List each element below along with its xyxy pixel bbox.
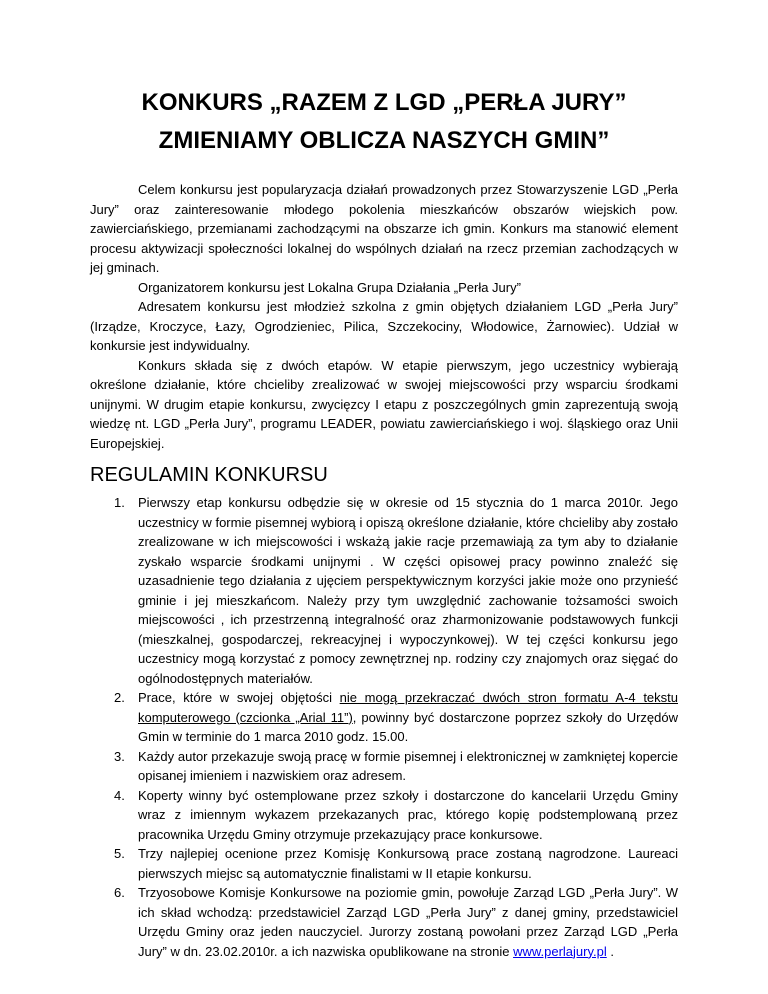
rule-text-underlined: nie mogą przekraczać dwóch stron formatu A-4 tekstu komputerowego (czcionka „Arial 11”) [138,690,678,725]
rule-item-6 [114,883,678,961]
rule-item-5 [114,844,678,883]
rule-number: 2. [114,690,125,705]
rule-text: Pierwszy etap konkursu odbędzie się w okresie od 15 stycznia do 1 marca 2010r. Jego uczestnicy w formie pisemnej wybiorą i opiszą określone działanie, które chcieliby aby zostało zrealizowane w ich miejscowości i wskażą jakie racje przemawiają za tym aby to działanie zyskało wsparcie środkami unijnymi . W części opisowej pracy powinno znaleźć się uzasadnienie tego działania z ujęciem perspektywicznym korzyści jakie może ono przynieść gminie i jej mieszkańcom. Należy przy tym uwzględnić zachowanie tożsamości swoich miejscowości , ich przestrzenną integralność oraz zharmonizowanie podstawowych funkcji (mieszkalnej, gospodarczej, rekreacyjnej i wypoczynkowej). W tej części konkursu jego uczestnicy mogą korzystać z pomocy zewnętrznej np. rodziny czy znajomych oraz sięgać do ogólnodostępnych materiałów. [138,495,678,686]
rule-number: 1. [114,495,125,510]
rule-number: 6. [114,885,125,900]
rule-text-start: Trzyosobowe Komisje Konkursowe na poziomie gmin, powołuje Zarząd LGD „Perła Jury”. W ich skład wchodzą: przedstawiciel Zarząd LGD „Perła Jury” z danej gminy, przedstawiciel Urzędu Gminy oraz jeden nauczyciel. Jurorzy zostaną powołani przez Zarząd LGD „Perła Jury” w dn. 23.02.2010r. a ich nazwiska opublikowane na stronie [138,885,678,959]
website-link[interactable]: www.perlajury.pl [513,943,607,959]
document-title [90,84,678,160]
rule-number: 3. [114,748,125,764]
title-line-1: KONKURS „RAZEM Z LGD „PERŁA JURY” [141,89,627,116]
intro-paragraph-organizer: Organizatorem konkursu jest Lokalna Grupa Działania „Perła Jury” [138,279,521,295]
rule-text: Koperty winny być ostemplowane przez szkoły i dostarczone do kancelarii Urzędu Gminy wraz z imiennym wykazem przekazanych prac, którego kopię podstemplowaną przez pracownika Urzędu Gminy otrzymuje przekazujący prace konkursowe. [138,787,678,842]
intro-paragraph-goal: Celem konkursu jest popularyzacja działań prowadzonych przez Stowarzyszenie LGD „Perła Jury” oraz zainteresowanie młodego pokolenia mieszkańców obszarów wiejskich pow. zawierciańskiego, przemianami zachodzącymi na obszarze ich gmin. Konkurs ma stanowić element procesu aktywizacji społeczności lokalnej do wspólnych działań na rzecz przemian zachodzących w jej gminach. [90,182,678,275]
intro-paragraph-audience: Adresatem konkursu jest młodzież szkolna z gmin objętych działaniem LGD „Perła Jury” (Irządze, Kroczyce, Łazy, Ogrodzieniec, Pilica, Szczekociny, Włodowice, Żarnowiec). Udział w konkursie jest indywidualny. [90,299,678,353]
rule-item-1 [114,493,678,688]
rule-text-end: , powinny być dostarczone poprzez szkoły do Urzędów Gmin w terminie do 1 marca 2010 godz. 15.00. [138,709,678,744]
rules-list [90,493,678,961]
rule-item-2 [114,688,678,747]
rule-text-end: . [606,943,614,959]
rule-item-3 [114,747,678,786]
rule-item-4 [114,786,678,845]
rule-number: 5. [114,846,125,861]
intro-paragraph-stages: Konkurs składa się z dwóch etapów. W etapie pierwszym, jego uczestnicy wybierają określone działanie, które chcieliby zrealizować w swojej miejscowości przy wsparciu środkami unijnymi. W drugim etapie konkursu, zwycięzcy I etapu z poszczególnych gmin zaprezentują swoją wiedzę nt. LGD „Perła Jury”, programu LEADER, powiatu zawierciańskiego i woj. śląskiego oraz Unii Europejskiej. [90,357,678,451]
regulamin-heading: REGULAMIN KONKURSU [90,464,328,486]
rule-text: Każdy autor przekazuje swoją pracę w formie pisemnej i elektronicznej w zamkniętej kopercie opisanej imieniem i nazwiskiem oraz adresem. [138,748,678,783]
rule-number: 4. [114,787,125,803]
rule-text: Trzy najlepiej ocenione przez Komisję Konkursową prace zostaną nagrodzone. Laureaci pierwszych miejsc są automatycznie finalistami w II etapie konkursu. [138,846,678,881]
title-line-2: ZMIENIAMY OBLICZA NASZYCH GMIN” [158,127,610,154]
rule-text-start: Prace, które w swojej objętości [138,690,340,705]
